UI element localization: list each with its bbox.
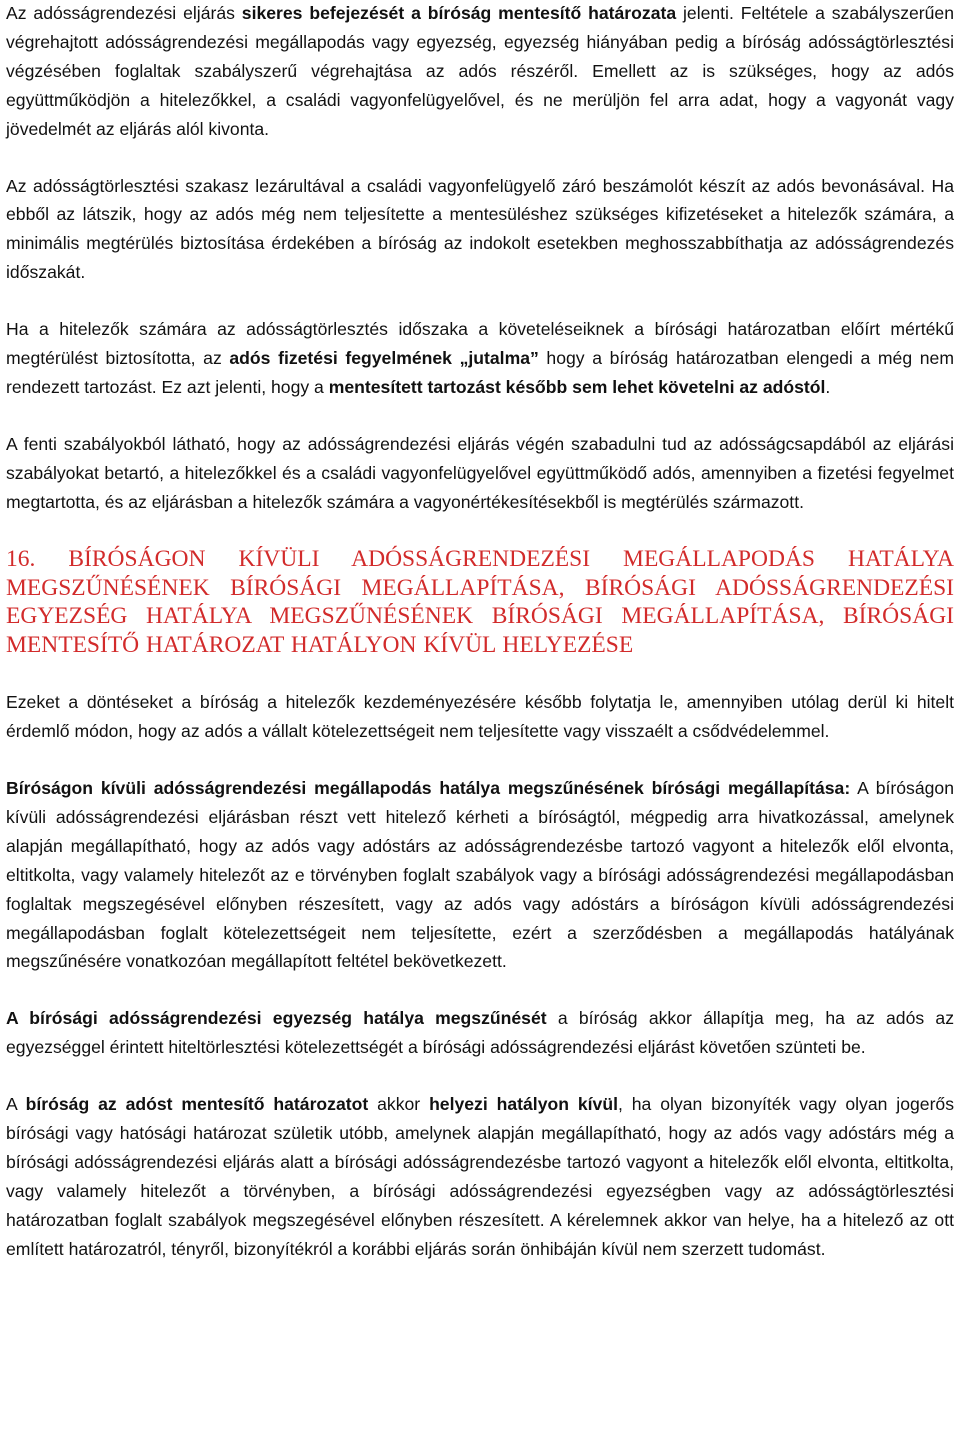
bold-text-run: sikeres befejezését a bíróság mentesítő határozata xyxy=(241,3,677,23)
text-run: Az adósságrendezési eljárás xyxy=(6,3,242,23)
text-run: akkor xyxy=(368,1094,430,1115)
paragraph-summary xyxy=(6,430,954,517)
paragraph-decisions-intro xyxy=(6,688,954,746)
text-run: A fenti szabályokból látható, hogy az adósságrendezési eljárás végén szabadulni tud az adósságcsapdából az eljárási szabályokat betartó, a hitelezőkkel és a családi vagyonfelügyelővel együttműködő adós, amennyiben a fizetési fegyelmet megtartotta, és az eljárásban a hitelezők számára a vagyonértékesítésekből is megtérülés származott. xyxy=(6,433,954,512)
bold-text-run: A bírósági adósságrendezési egyezség hatálya megszűnését xyxy=(6,1008,547,1029)
section-heading-16: 16. BÍRÓSÁGON KÍVÜLI ADÓSSÁGRENDEZÉSI MEGÁLLAPODÁS HATÁLYA MEGSZŰNÉSÉNEK BÍRÓSÁGI MEGÁLLAPÍTÁSA, BÍRÓSÁGI ADÓSSÁGRENDEZÉSI EGYEZSÉG HATÁLYA MEGSZŰNÉSÉNEK BÍRÓSÁGI MEGÁLLAPÍTÁSA, BÍRÓSÁGI MENTESÍTŐ HATÁROZAT HATÁLYON KÍVÜL HELYEZÉSE xyxy=(6,545,954,659)
bold-text-run: bíróság az adóst mentesítő határozatot xyxy=(25,1094,369,1115)
paragraph-closing-report xyxy=(6,172,954,288)
paragraph-out-of-court-agreement xyxy=(6,774,954,976)
paragraph-exemption-revocation xyxy=(6,1090,954,1263)
text-run: Ezeket a döntéseket a bíróság a hitelezők kezdeményezésére később folytatja le, amennyiben utólag derül ki hitelt érdemlő módon, hogy az adós a vállalt kötelezettségeit nem teljesítette vagy visszaélt a csődvédelemmel. xyxy=(6,692,954,742)
bold-text-run: mentesített tartozást később sem lehet követelni az adóstól xyxy=(328,376,826,397)
bold-text-run: helyezi hatályon kívül xyxy=(429,1094,618,1115)
bold-text-run: adós fizetési fegyelmének „jutalma” xyxy=(229,348,539,369)
text-run: hogy a bíróság határozatban elengedi a még nem rendezett tartozást. Ez azt jelenti, hogy a xyxy=(6,348,954,397)
paragraph-successful-completion xyxy=(6,0,954,144)
text-run: a bíróság akkor állapítja meg, ha az adós az egyezséggel érintett hiteltörlesztési kötelezettségét a bírósági adósságrendezési eljárást követően szünteti be. xyxy=(6,1008,954,1058)
text-run: jelenti. Feltétele a szabályszerűen végrehajtott adósságrendezési megállapodás vagy egyezség, egyezség hiányában pedig a bíróság adósságtörlesztési végzésében foglaltak szabályszerű végrehajtása az adós részéről. Emellett az is szükséges, hogy az adós együttműködjön a hitelezőkkel, a családi vagyonfelügyelővel, és ne merüljön fel arra adat, hogy a vagyonát vagy jövedelmét az eljárás alól kivonta. xyxy=(6,3,954,139)
text-run: . xyxy=(825,376,831,397)
text-run: , ha olyan bizonyíték vagy olyan jogerős bírósági vagy hatósági határozat születik utóbb, amelynek alapján megállapítható, hogy az adós vagy adóstárs még a bírósági adósságrendezési eljárás alatt a bírósági adósságrendezésbe tartozó vagyont a hitelezők elől elvonta, eltitkolta, vagy valamely hitelezőt a törvényben, a bírósági adósságrendezési egyezségben vagy az adósságtörlesztési határozatban foglalt szabályok megszegésével előnyben részesített. A kérelemnek akkor van helye, ha a hitelező az ott említett határozatról, tényről, bizonyítékról a korábbi eljárás során önhibáján kívül nem szerzett tudomást. xyxy=(6,1094,955,1259)
paragraph-debt-forgiveness xyxy=(6,315,954,402)
bold-text-run: Bíróságon kívüli adósságrendezési megállapodás hatálya megszűnésének bírósági megállapítása: xyxy=(6,778,851,799)
text-run: Ha a hitelezők számára az adósságtörlesztés időszaka a követeléseiknek a bírósági határozatban előírt mértékű megtérülést biztosította, az xyxy=(6,319,954,369)
text-run: A xyxy=(6,1094,26,1115)
text-run: Az adósságtörlesztési szakasz lezárultával a családi vagyonfelügyelő záró beszámolót készít az adós bevonásával. Ha ebből az látszik, hogy az adós még nem teljesítette a mentesüléshez szükséges kifizetéseket a hitelezők számára, a minimális megtérülés biztosítása érdekében a bíróság az indokolt esetekben meghosszabbíthatja az adósságrendezés időszakát. xyxy=(6,175,954,283)
text-run: A bíróságon kívüli adósságrendezési eljárásban részt vett hitelező kérheti a bíróságtól, mégpedig arra hivatkozással, amelynek alapján megállapítható, hogy az adós vagy adóstárs az adósságrendezésbe tartozó vagyont a hitelezők elől elvonta, eltitkolta, vagy valamely hitelezőt az e törvényben foglalt szabályok vagy a bírósági adósságrendezési megállapodásban foglaltak megszegésével előnyben részesített, vagy az adós vagy adóstárs a bíróságon kívüli adósságrendezési megállapodásban foglalt kötelezettségeit nem teljesítette, ezért a szerződésben a megállapodás hatályának megszűnésére vonatkozóan megállapított feltétel bekövetkezett. xyxy=(6,778,954,972)
paragraph-court-settlement xyxy=(6,1004,954,1062)
